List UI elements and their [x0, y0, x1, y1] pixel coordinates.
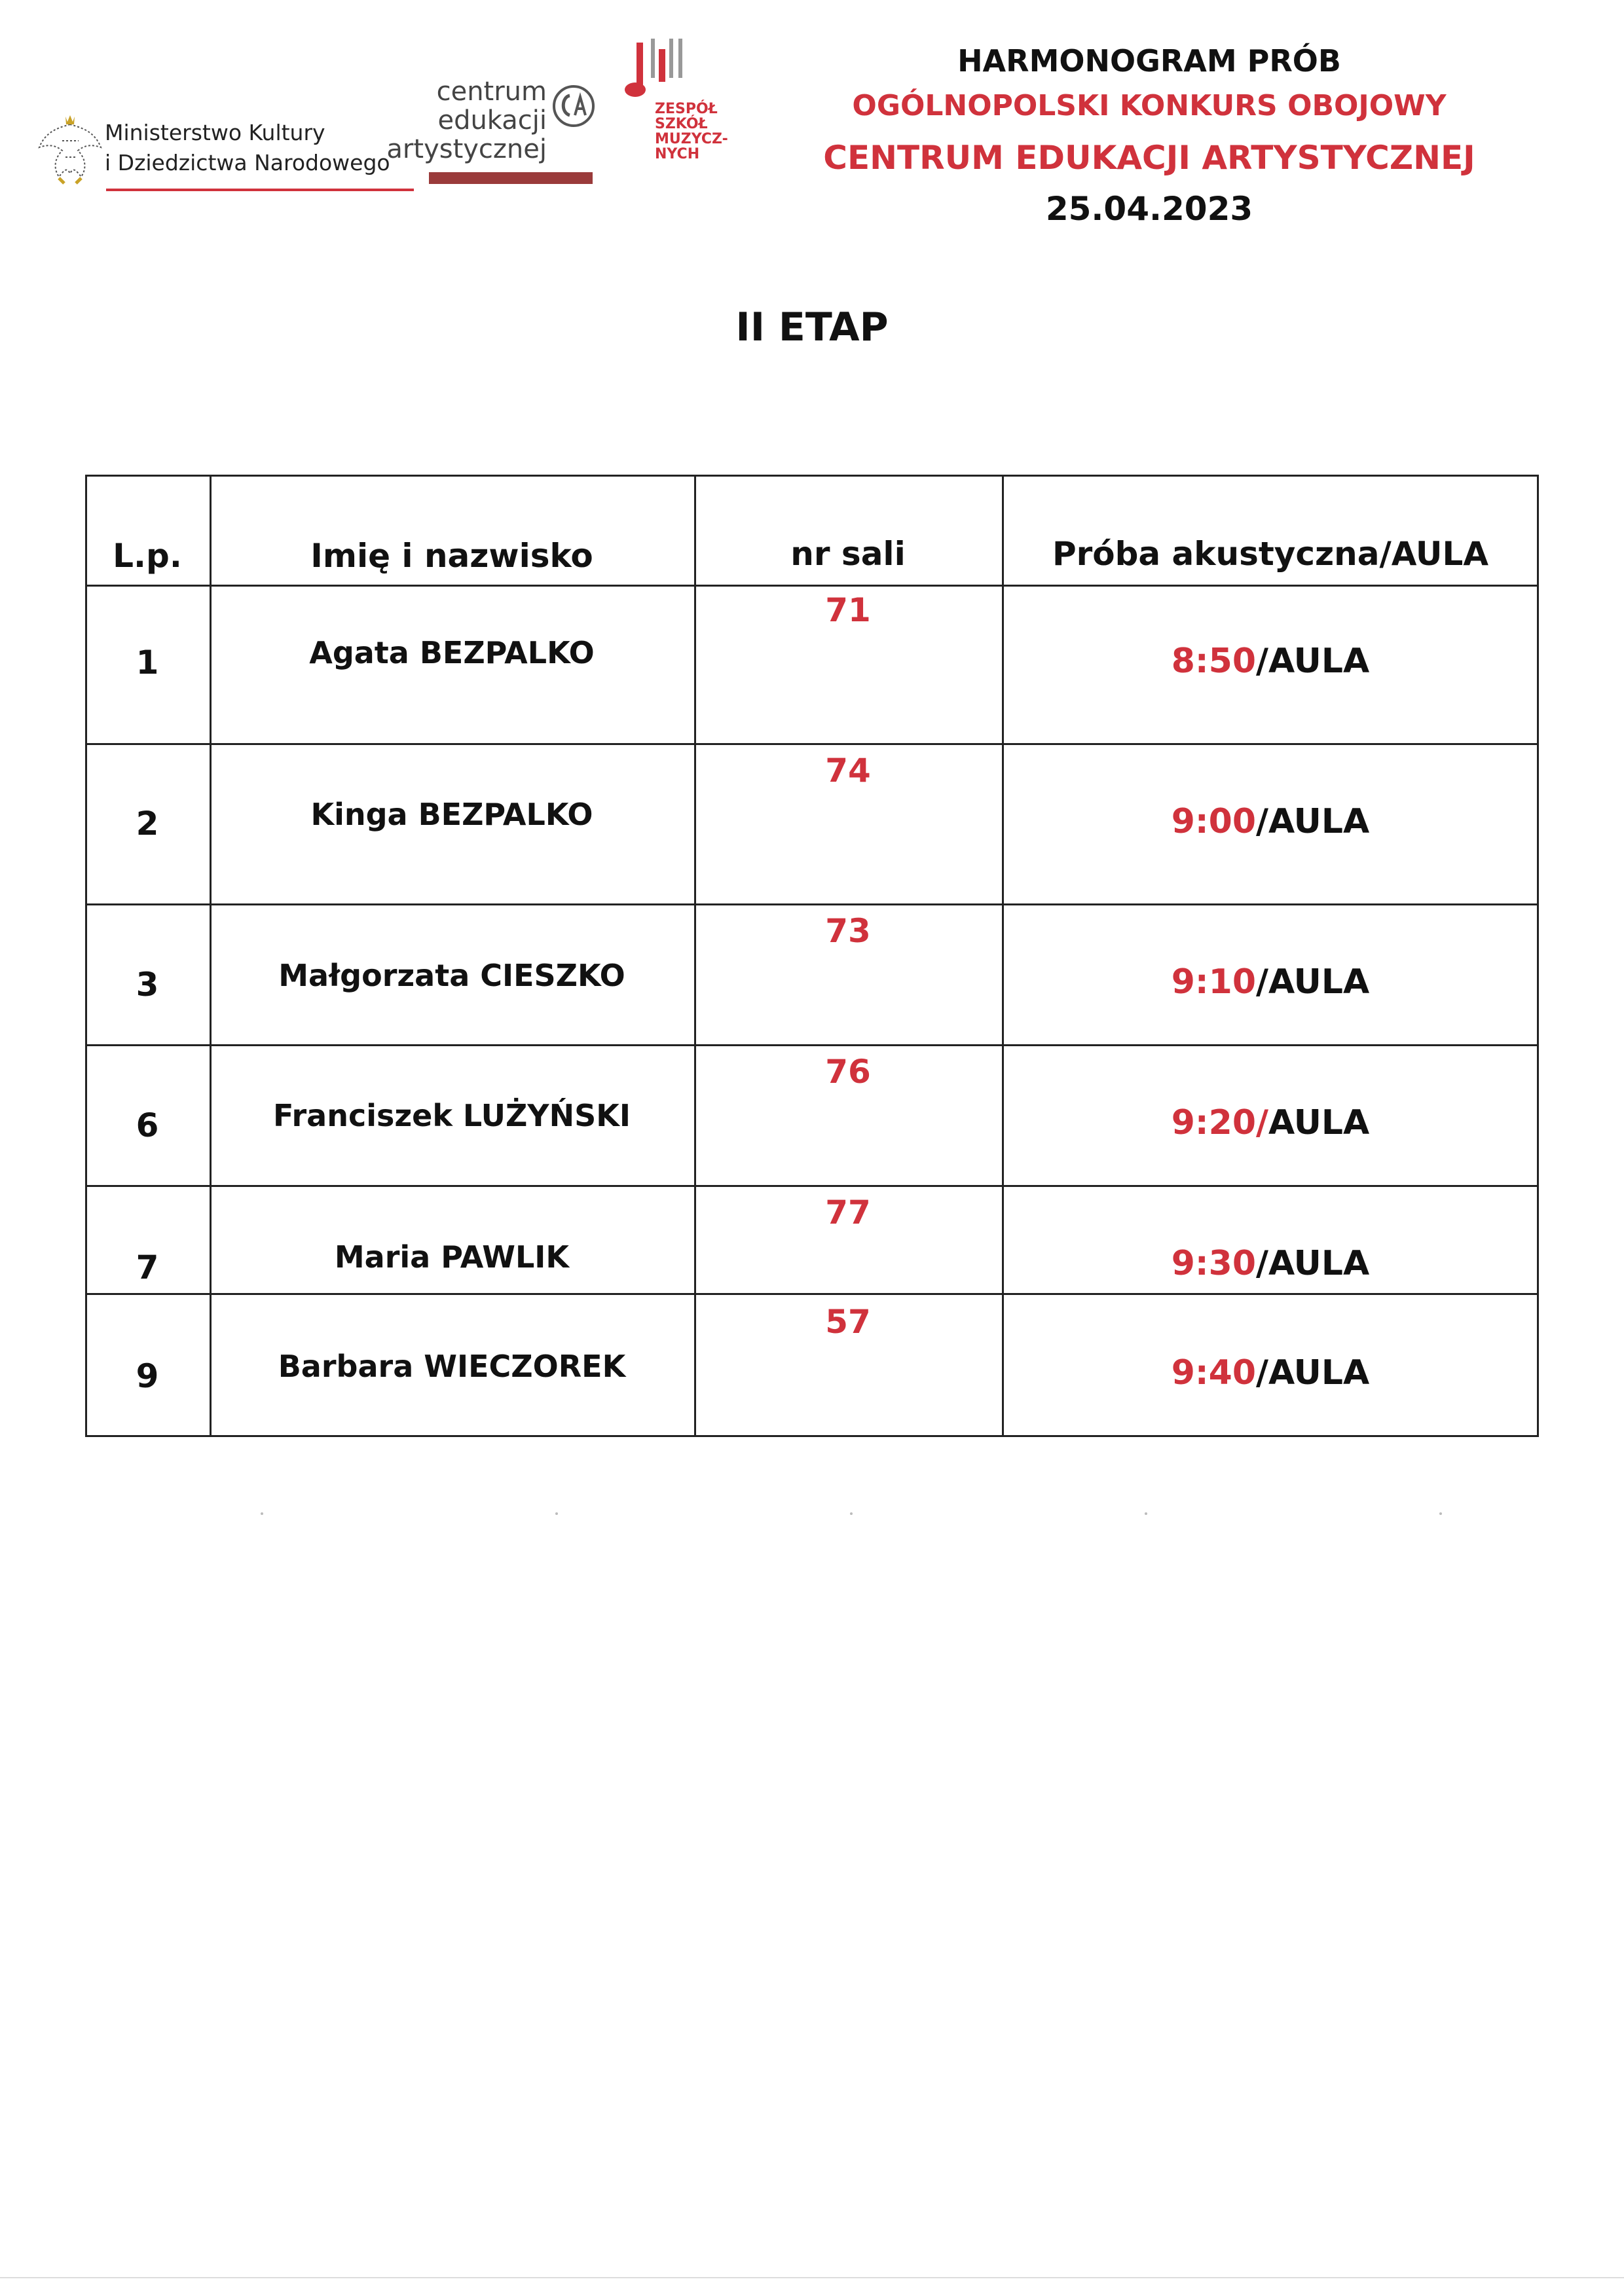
- ministry-name-line2: i Dziedzictwa Narodowego: [105, 150, 390, 175]
- row-lp: 3: [136, 966, 159, 1004]
- row-lp: 1: [136, 644, 159, 682]
- table-header-divider: [85, 585, 1539, 587]
- row-time-value: 8:50: [1171, 642, 1257, 681]
- eagle-emblem-icon: [33, 111, 108, 190]
- page-bottom-edge: [0, 2277, 1624, 2278]
- row-time: [1002, 802, 1539, 841]
- row-venue: /AULA: [1256, 802, 1370, 841]
- row-divider: [85, 1044, 1539, 1046]
- zsm-line3: MUZYCZ-: [655, 131, 728, 147]
- ministry-underline: [106, 189, 414, 191]
- cea-bar: [429, 172, 593, 184]
- event-date: 25.04.2023: [1045, 190, 1253, 228]
- row-room: 77: [825, 1194, 871, 1231]
- ministry-name-line1: Ministerstwo Kultury: [105, 120, 325, 145]
- schedule-table: [85, 475, 1539, 1437]
- scan-speck: [261, 1512, 263, 1515]
- row-divider: [85, 903, 1539, 905]
- row-time: [1002, 642, 1539, 681]
- row-room: 71: [825, 591, 871, 629]
- row-room: 74: [825, 752, 871, 790]
- row-room: 57: [825, 1303, 871, 1341]
- cea-wordmark: [386, 77, 547, 164]
- cea-line1: centrum: [436, 77, 547, 107]
- row-time-value: 9:00: [1171, 802, 1257, 841]
- row-name: Kinga BEZPALKO: [310, 797, 593, 832]
- row-room: 73: [825, 912, 871, 950]
- row-name: Małgorzata CIESZKO: [278, 958, 625, 993]
- row-divider: [85, 1185, 1539, 1187]
- cea-mark-icon: [550, 82, 597, 130]
- ministry-name: [105, 118, 390, 178]
- header-room: nr sali: [790, 535, 906, 573]
- competition-name: OGÓLNOPOLSKI KONKURS OBOJOWY: [852, 89, 1447, 122]
- row-time-value: 9:40: [1171, 1353, 1257, 1393]
- row-lp: 2: [136, 805, 159, 843]
- table-border-top: [85, 475, 1539, 477]
- row-divider: [85, 743, 1539, 745]
- row-room: 76: [825, 1053, 871, 1091]
- zsm-logo: [622, 36, 727, 173]
- row-time-value: 9:30: [1171, 1244, 1257, 1283]
- row-lp: 7: [136, 1248, 159, 1286]
- zsm-line1: ZESPÓŁ: [655, 101, 718, 117]
- cea-logo: [386, 77, 602, 189]
- table-border-right: [1537, 475, 1539, 1437]
- row-name: Franciszek LUŻYŃSKI: [272, 1098, 631, 1133]
- row-time-value: 9:10: [1171, 962, 1257, 1002]
- header-name: Imię i nazwisko: [310, 537, 593, 575]
- zsm-line4: NYCH: [655, 146, 700, 162]
- table-border-left: [85, 475, 87, 1437]
- stage-title: II ETAP: [735, 304, 889, 350]
- row-venue: /AULA: [1256, 1353, 1370, 1393]
- row-name: Barbara WIECZOREK: [278, 1349, 626, 1384]
- row-venue: /AULA: [1256, 962, 1370, 1002]
- row-name: Agata BEZPALKO: [309, 635, 595, 670]
- ministry-logo: [26, 111, 399, 203]
- row-venue: /AULA: [1256, 642, 1370, 681]
- music-note-icon: [622, 36, 694, 101]
- document-title: HARMONOGRAM PRÓB: [957, 43, 1341, 79]
- row-time: [1002, 1244, 1539, 1283]
- row-divider: [85, 1293, 1539, 1295]
- row-time: [1002, 962, 1539, 1002]
- row-venue: /AULA: [1256, 1244, 1370, 1283]
- scan-speck: [1145, 1512, 1147, 1515]
- column-divider: [1002, 475, 1004, 1437]
- header-rehearsal: Próba akustyczna/AULA: [1052, 535, 1489, 573]
- column-divider: [210, 475, 212, 1437]
- row-name: Maria PAWLIK: [334, 1239, 570, 1275]
- row-time: [1002, 1353, 1539, 1393]
- cea-line2: edukacji: [437, 105, 547, 136]
- header-lp: L.p.: [113, 537, 182, 575]
- zsm-line2: SZKÓŁ: [655, 116, 708, 132]
- row-time: [1002, 1103, 1539, 1142]
- row-lp: 6: [136, 1106, 159, 1144]
- row-time-value: 9:20/: [1171, 1103, 1269, 1142]
- organizer-name: CENTRUM EDUKACJI ARTYSTYCZNEJ: [823, 139, 1475, 177]
- zsm-wordmark: [655, 101, 728, 162]
- row-venue: AULA: [1268, 1103, 1370, 1142]
- scan-speck: [1439, 1512, 1442, 1515]
- table-border-bottom: [85, 1435, 1539, 1437]
- row-lp: 9: [136, 1357, 159, 1395]
- scan-speck: [555, 1512, 558, 1515]
- scan-speck: [850, 1512, 853, 1515]
- cea-line3: artystycznej: [386, 134, 547, 164]
